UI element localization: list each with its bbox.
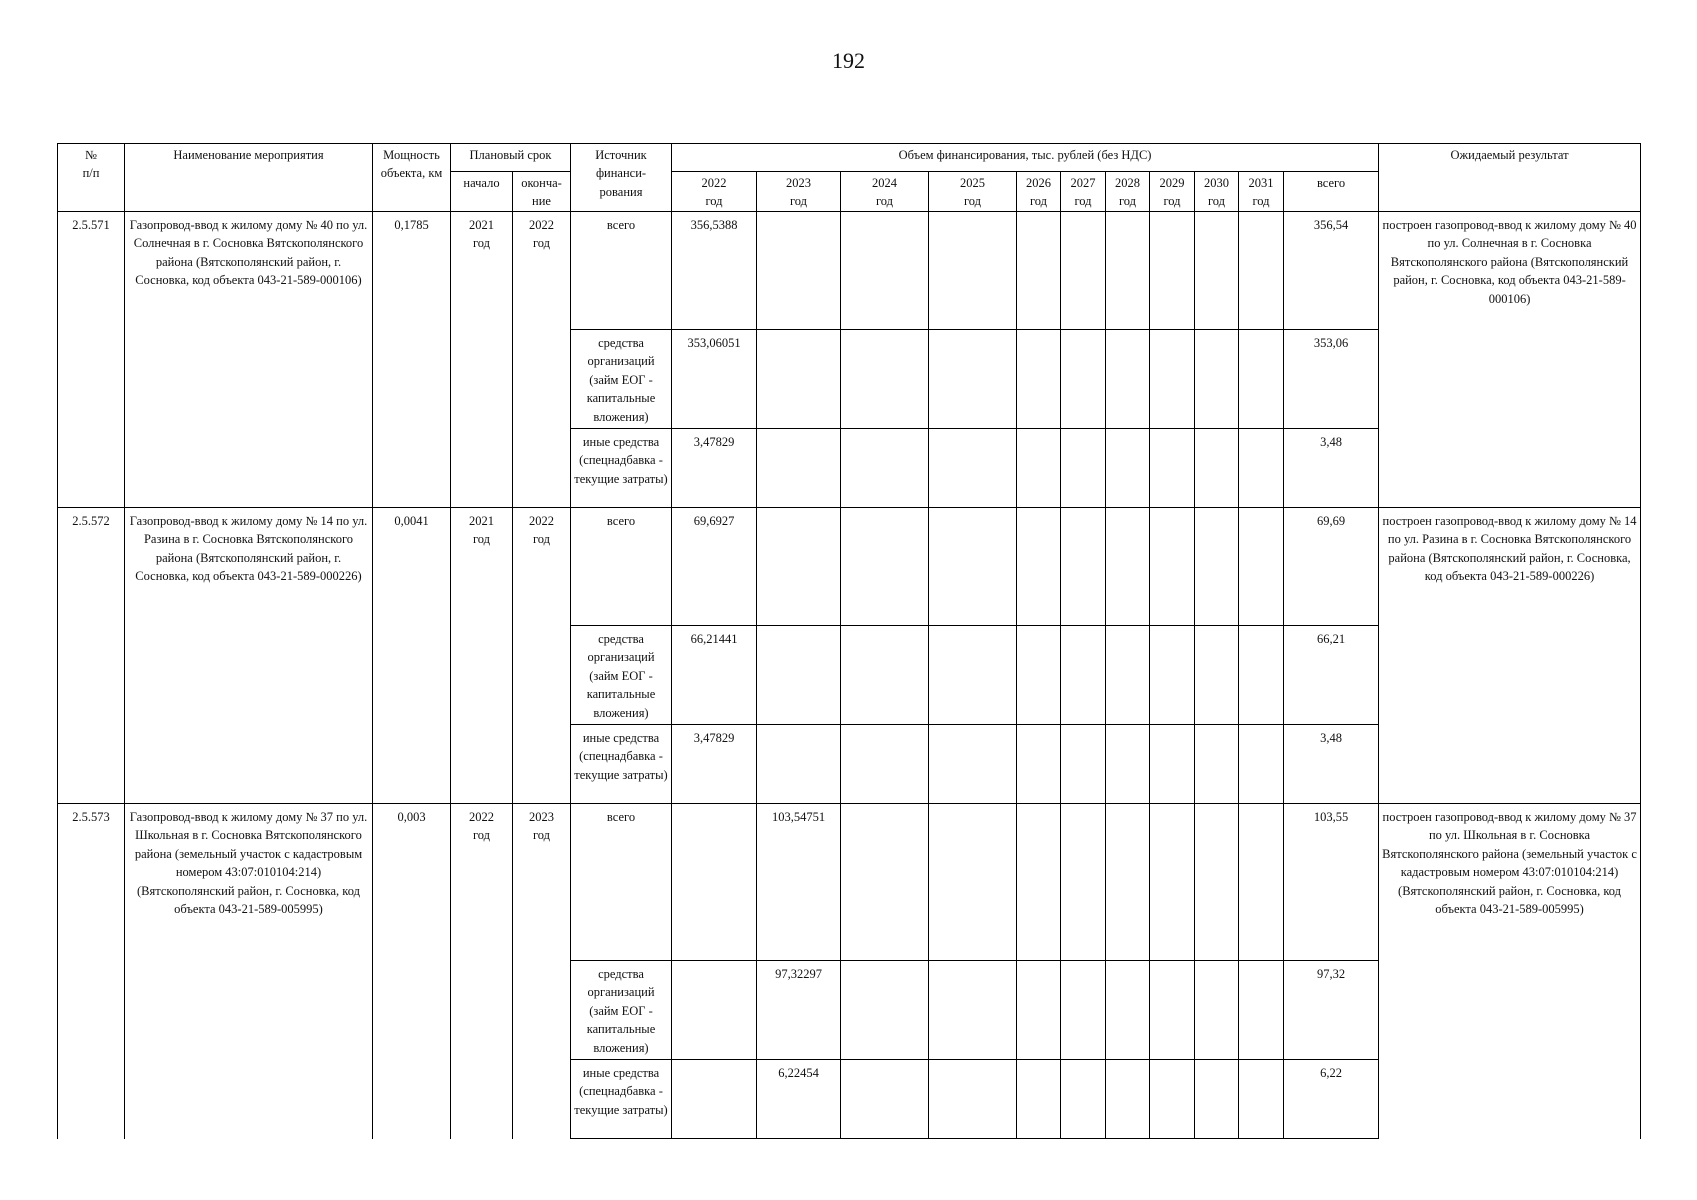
value-total: 353,06 — [1284, 330, 1379, 429]
row-num: 2.5.573 — [58, 804, 125, 1139]
page-number: 192 — [832, 48, 865, 73]
source-label: средства организаций (займ ЕОГ - капитальные вложения) — [571, 626, 672, 725]
row-capacity: 0,0041 — [373, 508, 451, 804]
value-2023: 6,22454 — [757, 1060, 841, 1139]
header-total: всего — [1284, 172, 1379, 212]
header-year-2025: 2025 год — [929, 172, 1017, 212]
value-total: 6,22 — [1284, 1060, 1379, 1139]
source-label: иные средства (спецнадбавка - текущие затраты) — [571, 429, 672, 508]
value-2023 — [757, 212, 841, 330]
table-row — [58, 212, 1641, 330]
value-2022: 69,6927 — [672, 508, 757, 626]
value-total: 97,32 — [1284, 961, 1379, 1060]
source-label: средства организаций (займ ЕОГ - капитальные вложения) — [571, 330, 672, 429]
value-total: 356,54 — [1284, 212, 1379, 330]
value-total: 103,55 — [1284, 804, 1379, 961]
row-end: 2022 год — [513, 212, 571, 508]
source-label: всего — [571, 212, 672, 330]
row-start: 2021 год — [451, 212, 513, 508]
value-2022 — [672, 1060, 757, 1139]
source-label: иные средства (спецнадбавка - текущие затраты) — [571, 1060, 672, 1139]
source-label: всего — [571, 508, 672, 626]
row-start: 2022 год — [451, 804, 513, 1139]
source-label: всего — [571, 804, 672, 961]
financing-table — [57, 143, 1641, 1139]
header-year-2030: 2030 год — [1195, 172, 1239, 212]
value-2023 — [757, 725, 841, 804]
value-2022 — [672, 804, 757, 961]
header-source: Источник финанси- рования — [571, 144, 672, 212]
value-2022: 66,21441 — [672, 626, 757, 725]
header-year-2024: 2024 год — [841, 172, 929, 212]
value-2023 — [757, 626, 841, 725]
row-result: построен газопровод-ввод к жилому дому № 14 по ул. Разина в г. Сосновка Вятскополянского района (Вятскополянский район, г. Сосновка, код объекта 043-21-589-000226) — [1379, 508, 1641, 804]
row-capacity: 0,003 — [373, 804, 451, 1139]
value-2023: 103,54751 — [757, 804, 841, 961]
value-2022: 356,5388 — [672, 212, 757, 330]
value-total: 66,21 — [1284, 626, 1379, 725]
row-name: Газопровод-ввод к жилому дому № 37 по ул. Школьная в г. Сосновка Вятскополянского района (земельный участок с кадастровым номером 43:07:010104:214) (Вятскополянский район, г. Сосновка, код объекта 043-21-589-005995) — [125, 804, 373, 1139]
row-result: построен газопровод-ввод к жилому дому № 37 по ул. Школьная в г. Сосновка Вятскополянского района (земельный участок с кадастровым номером 43:07:010104:214) (Вятскополянский район, г. Сосновка, код объекта 043-21-589-005995) — [1379, 804, 1641, 1139]
header-year-2027: 2027 год — [1061, 172, 1106, 212]
header-num: № п/п — [58, 144, 125, 212]
row-name: Газопровод-ввод к жилому дому № 40 по ул. Солнечная в г. Сосновка Вятскополянского района (Вятскополянский район, г. Сосновка, код объекта 043-21-589-000106) — [125, 212, 373, 508]
header-funding: Объем финансирования, тыс. рублей (без НДС) — [672, 144, 1379, 172]
row-start: 2021 год — [451, 508, 513, 804]
row-end: 2022 год — [513, 508, 571, 804]
header-year-2026: 2026 год — [1017, 172, 1061, 212]
header-capacity: Мощность объекта, км — [373, 144, 451, 212]
row-num: 2.5.572 — [58, 508, 125, 804]
value-2023: 97,32297 — [757, 961, 841, 1060]
value-total: 69,69 — [1284, 508, 1379, 626]
row-capacity: 0,1785 — [373, 212, 451, 508]
header-result: Ожидаемый результат — [1379, 144, 1641, 212]
header-start: начало — [451, 172, 513, 212]
header-year-2028: 2028 год — [1106, 172, 1150, 212]
header-end: оконча- ние — [513, 172, 571, 212]
value-2022: 3,47829 — [672, 429, 757, 508]
value-2023 — [757, 508, 841, 626]
header-year-2029: 2029 год — [1150, 172, 1195, 212]
table-row — [58, 804, 1641, 961]
header-year-2031: 2031 год — [1239, 172, 1284, 212]
header-name: Наименование мероприятия — [125, 144, 373, 212]
source-label: средства организаций (займ ЕОГ - капитальные вложения) — [571, 961, 672, 1060]
table-row — [58, 508, 1641, 626]
row-end: 2023 год — [513, 804, 571, 1139]
value-2022: 353,06051 — [672, 330, 757, 429]
value-2022: 3,47829 — [672, 725, 757, 804]
row-name: Газопровод-ввод к жилому дому № 14 по ул. Разина в г. Сосновка Вятскополянского района (Вятскополянский район, г. Сосновка, код объекта 043-21-589-000226) — [125, 508, 373, 804]
source-label: иные средства (спецнадбавка - текущие затраты) — [571, 725, 672, 804]
value-2022 — [672, 961, 757, 1060]
value-2023 — [757, 330, 841, 429]
value-2023 — [757, 429, 841, 508]
row-result: построен газопровод-ввод к жилому дому № 40 по ул. Солнечная в г. Сосновка Вятскополянского района (Вятскополянский район, г. Сосновка, код объекта 043-21-589-000106) — [1379, 212, 1641, 508]
header-year-2022: 2022 год — [672, 172, 757, 212]
value-total: 3,48 — [1284, 725, 1379, 804]
header-year-2023: 2023 год — [757, 172, 841, 212]
value-total: 3,48 — [1284, 429, 1379, 508]
header-period: Плановый срок — [451, 144, 571, 172]
row-num: 2.5.571 — [58, 212, 125, 508]
